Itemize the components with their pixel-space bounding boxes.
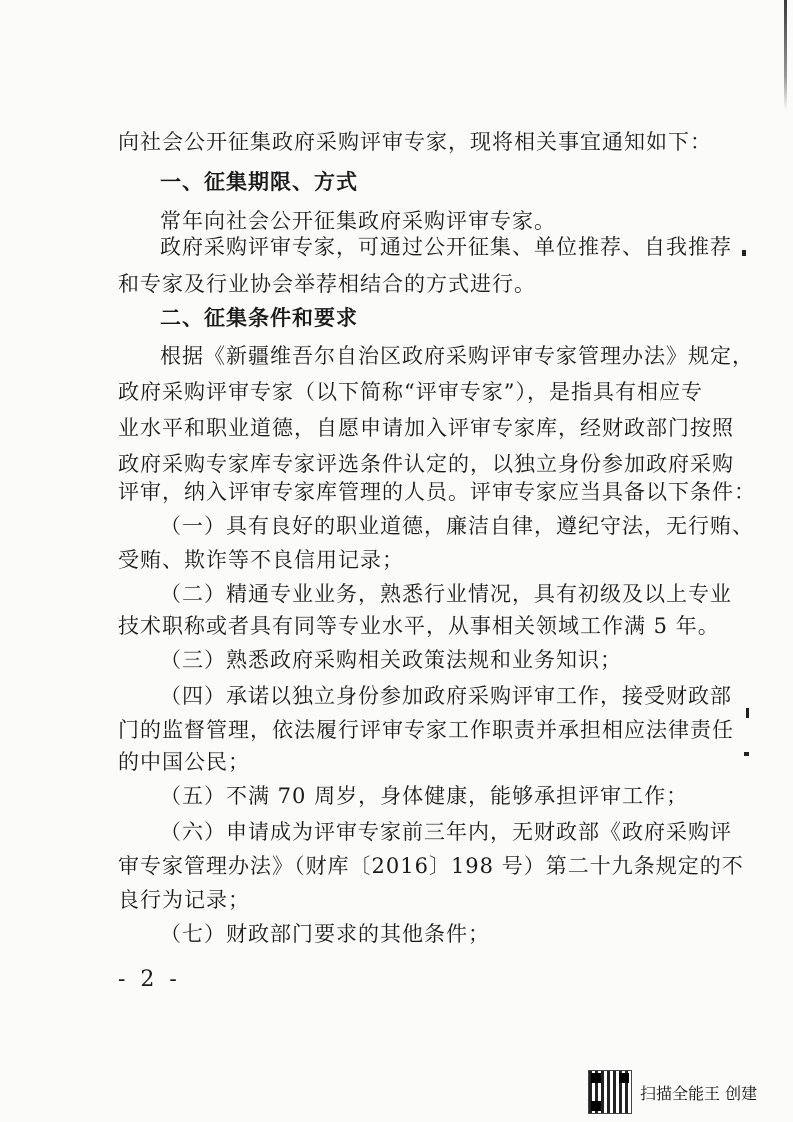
body-line: （七）财政部门要求的其他条件； xyxy=(160,922,490,946)
watermark-label: 扫描全能王 创建 xyxy=(640,1083,758,1103)
body-line: （三）熟悉政府采购相关政策法规和业务知识； xyxy=(160,648,622,672)
body-line: 政府采购专家库专家评选条件认定的，以独立身份参加政府采购 xyxy=(118,452,734,476)
section-heading: 一、征集期限、方式 xyxy=(160,170,358,194)
body-line: 评审，纳入评审专家库管理的人员。评审专家应当具备以下条件： xyxy=(118,480,756,504)
body-line: 和专家及行业协会举荐相结合的方式进行。 xyxy=(118,272,536,296)
scanner-watermark xyxy=(588,1070,757,1114)
body-line: 业水平和职业道德，自愿申请加入评审专家库，经财政部门按照 xyxy=(118,416,734,440)
body-line: 门的监督管理，依法履行评审专家工作职责并承担相应法律责任 xyxy=(118,718,734,742)
body-line: （四）承诺以独立身份参加政府采购评审工作，接受财政部 xyxy=(160,684,732,708)
qr-code-icon xyxy=(588,1070,632,1114)
body-line: （六）申请成为评审专家前三年内，无财政部《政府采购评 xyxy=(160,820,732,844)
body-line: （五）不满 70 周岁，身体健康，能够承担评审工作； xyxy=(160,784,689,808)
section-heading: 二、征集条件和要求 xyxy=(160,306,358,330)
body-line: 向社会公开征集政府采购评审专家，现将相关事宜通知如下： xyxy=(118,130,712,154)
body-line: 常年向社会公开征集政府采购评审专家。 xyxy=(160,209,556,233)
body-line: 政府采购评审专家（以下简称“评审专家”），是指具有相应专 xyxy=(118,380,703,404)
body-line: 受贿、欺诈等不良信用记录； xyxy=(118,548,404,572)
page-number: - 2 - xyxy=(118,967,181,992)
body-line: 良行为记录； xyxy=(118,888,250,912)
body-line: 的中国公民； xyxy=(118,750,250,774)
body-line: 技术职称或者具有同等专业水平，从事相关领域工作满 5 年。 xyxy=(118,614,720,638)
body-line: （一）具有良好的职业道德，廉洁自律，遵纪守法，无行贿、 xyxy=(160,514,754,538)
body-line: 审专家管理办法》（财库〔2016〕198 号）第二十九条规定的不 xyxy=(118,854,744,878)
body-line: 根据《新疆维吾尔自治区政府采购评审专家管理办法》规定， xyxy=(160,344,754,368)
body-line: 政府采购评审专家，可通过公开征集、单位推荐、自我推荐 xyxy=(160,235,732,259)
body-line: （二）精通专业业务，熟悉行业情况，具有初级及以上专业 xyxy=(160,582,732,606)
